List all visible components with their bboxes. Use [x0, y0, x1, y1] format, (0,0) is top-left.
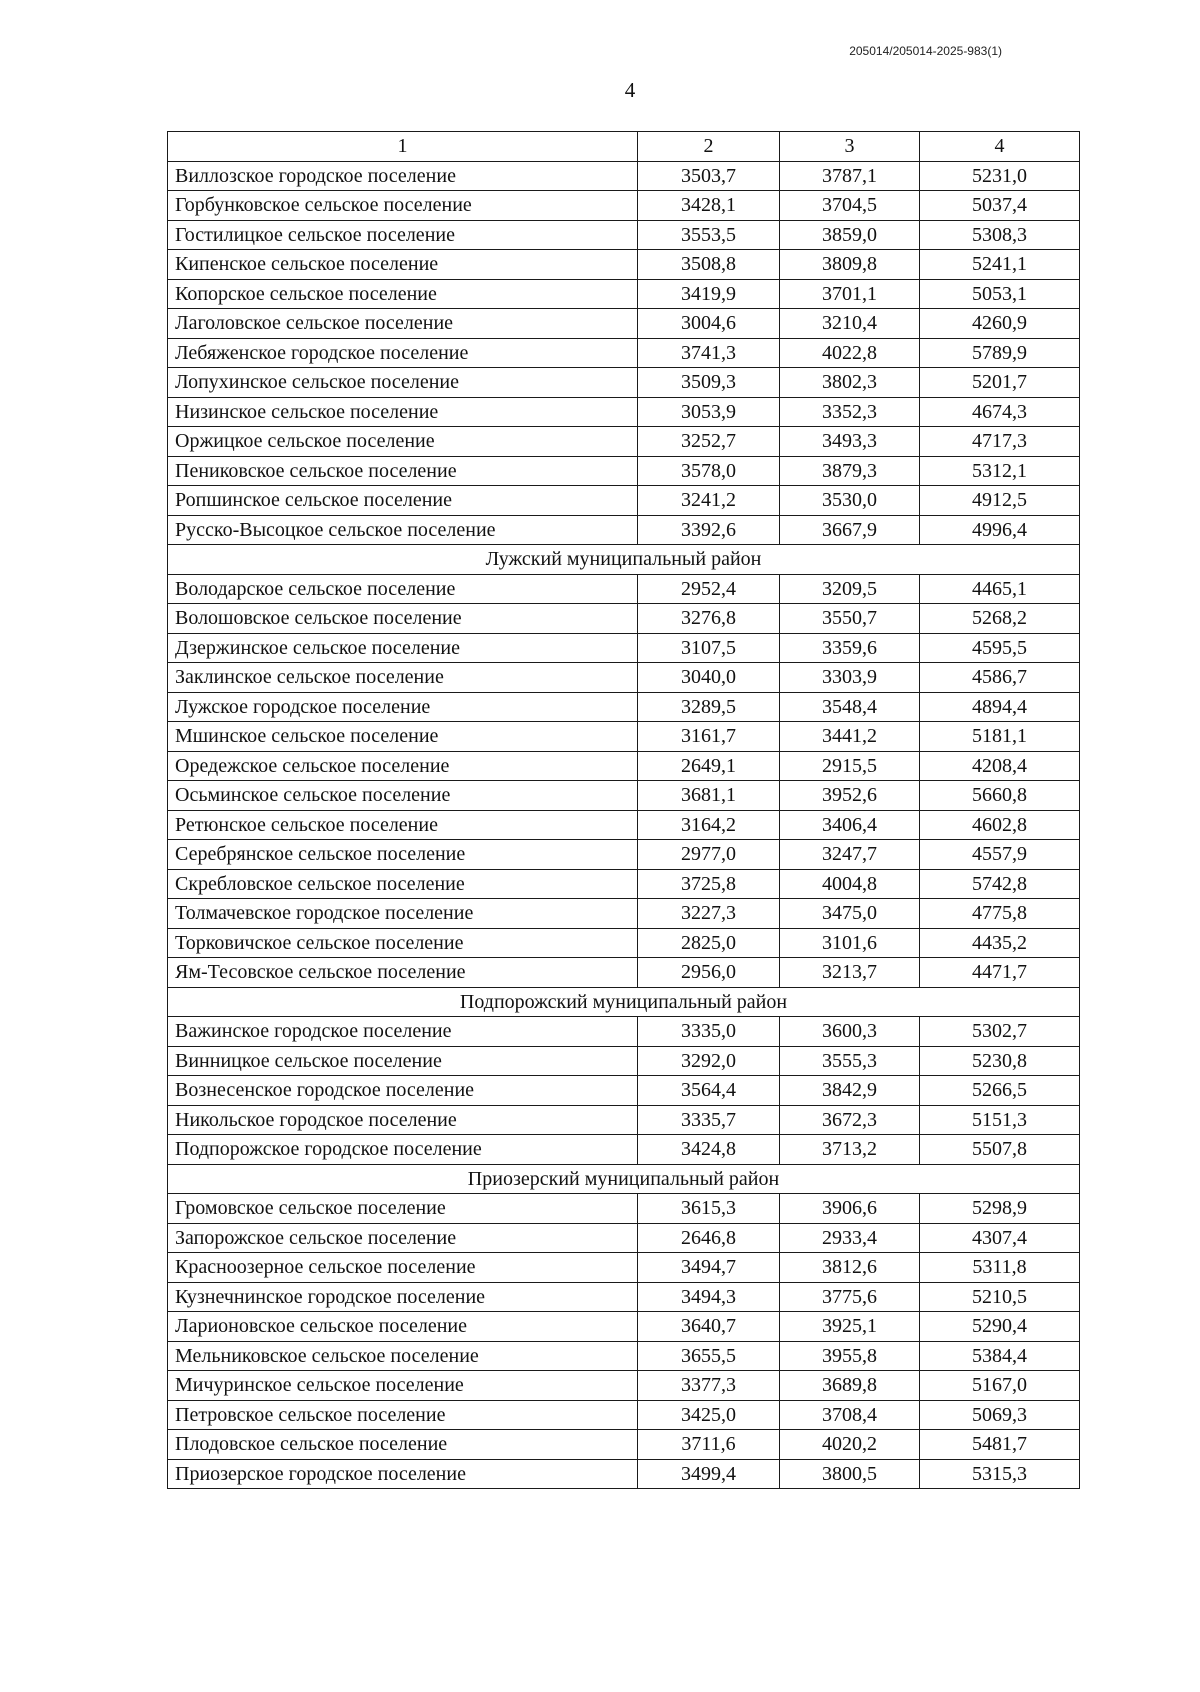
- table-row: [168, 958, 1080, 988]
- settlement-name: Оредежское сельское поселение: [168, 751, 638, 781]
- value-col-3: 3689,8: [780, 1371, 920, 1401]
- table-row: [168, 1105, 1080, 1135]
- table-row: [168, 722, 1080, 752]
- settlement-name: Скребловское сельское поселение: [168, 869, 638, 899]
- value-col-2: 3164,2: [638, 810, 780, 840]
- settlement-name: Лужское городское поселение: [168, 692, 638, 722]
- value-col-2: 3424,8: [638, 1135, 780, 1165]
- value-col-3: 2933,4: [780, 1223, 920, 1253]
- value-col-4: 4595,5: [920, 633, 1080, 663]
- value-col-3: 4004,8: [780, 869, 920, 899]
- settlement-name: Гостилицкое сельское поселение: [168, 220, 638, 250]
- value-col-2: 3004,6: [638, 309, 780, 339]
- value-col-3: 3925,1: [780, 1312, 920, 1342]
- region-header-row: [168, 987, 1080, 1017]
- value-col-3: 3101,6: [780, 928, 920, 958]
- table-row: [168, 1371, 1080, 1401]
- value-col-3: 3303,9: [780, 663, 920, 693]
- value-col-3: 3530,0: [780, 486, 920, 516]
- table-row: [168, 368, 1080, 398]
- value-col-4: 5507,8: [920, 1135, 1080, 1165]
- value-col-4: 5201,7: [920, 368, 1080, 398]
- value-col-2: 3161,7: [638, 722, 780, 752]
- value-col-3: 3787,1: [780, 161, 920, 191]
- value-col-4: 4260,9: [920, 309, 1080, 339]
- table-row: [168, 1135, 1080, 1165]
- table-row: [168, 220, 1080, 250]
- value-col-4: 5311,8: [920, 1253, 1080, 1283]
- table-row: [168, 1430, 1080, 1460]
- settlement-name: Лопухинское сельское поселение: [168, 368, 638, 398]
- table-row: [168, 309, 1080, 339]
- value-col-2: 2977,0: [638, 840, 780, 870]
- value-col-4: 5308,3: [920, 220, 1080, 250]
- table-row: [168, 1341, 1080, 1371]
- value-col-2: 3392,6: [638, 515, 780, 545]
- value-col-2: 3578,0: [638, 456, 780, 486]
- table-row: [168, 899, 1080, 929]
- value-col-4: 5302,7: [920, 1017, 1080, 1047]
- settlement-name: Приозерское городское поселение: [168, 1459, 638, 1489]
- value-col-3: 4020,2: [780, 1430, 920, 1460]
- value-col-2: 3499,4: [638, 1459, 780, 1489]
- value-col-3: 3906,6: [780, 1194, 920, 1224]
- settlement-name: Володарское сельское поселение: [168, 574, 638, 604]
- value-col-4: 5167,0: [920, 1371, 1080, 1401]
- value-col-4: 4674,3: [920, 397, 1080, 427]
- value-col-3: 3667,9: [780, 515, 920, 545]
- value-col-2: 3107,5: [638, 633, 780, 663]
- table-row: [168, 692, 1080, 722]
- value-col-2: 3640,7: [638, 1312, 780, 1342]
- value-col-2: 3681,1: [638, 781, 780, 811]
- value-col-3: 3247,7: [780, 840, 920, 870]
- column-header: 3: [780, 132, 920, 162]
- settlement-name: Осьминское сельское поселение: [168, 781, 638, 811]
- value-col-4: 5241,1: [920, 250, 1080, 280]
- value-col-4: 5151,3: [920, 1105, 1080, 1135]
- table-row: [168, 397, 1080, 427]
- table-row: [168, 427, 1080, 457]
- settlement-name: Плодовское сельское поселение: [168, 1430, 638, 1460]
- table-row: [168, 604, 1080, 634]
- page-number: 4: [624, 78, 636, 102]
- settlement-name: Ретюнское сельское поселение: [168, 810, 638, 840]
- table-row: [168, 456, 1080, 486]
- table-row: [168, 1076, 1080, 1106]
- value-col-4: 4307,4: [920, 1223, 1080, 1253]
- value-col-4: 5268,2: [920, 604, 1080, 634]
- settlement-name: Красноозерное сельское поселение: [168, 1253, 638, 1283]
- region-name: Подпорожский муниципальный район: [168, 987, 1080, 1017]
- settlement-name: Винницкое сельское поселение: [168, 1046, 638, 1076]
- settlement-name: Кузнечнинское городское поселение: [168, 1282, 638, 1312]
- value-col-4: 5789,9: [920, 338, 1080, 368]
- settlement-name: Подпорожское городское поселение: [168, 1135, 638, 1165]
- value-col-2: 3419,9: [638, 279, 780, 309]
- settlement-name: Оржицкое сельское поселение: [168, 427, 638, 457]
- value-col-4: 4557,9: [920, 840, 1080, 870]
- table-row: [168, 663, 1080, 693]
- value-col-2: 2825,0: [638, 928, 780, 958]
- value-col-4: 4586,7: [920, 663, 1080, 693]
- value-col-2: 3655,5: [638, 1341, 780, 1371]
- value-col-2: 3335,7: [638, 1105, 780, 1135]
- value-col-4: 5312,1: [920, 456, 1080, 486]
- value-col-3: 3812,6: [780, 1253, 920, 1283]
- value-col-3: 3879,3: [780, 456, 920, 486]
- table-row: [168, 191, 1080, 221]
- value-col-2: 3377,3: [638, 1371, 780, 1401]
- value-col-2: 3615,3: [638, 1194, 780, 1224]
- settlement-name: Лаголовское сельское поселение: [168, 309, 638, 339]
- table-row: [168, 1017, 1080, 1047]
- value-col-2: 3564,4: [638, 1076, 780, 1106]
- table-row: [168, 1046, 1080, 1076]
- value-col-4: 5231,0: [920, 161, 1080, 191]
- value-col-2: 3292,0: [638, 1046, 780, 1076]
- settlement-name: Толмачевское городское поселение: [168, 899, 638, 929]
- table-body: [168, 161, 1080, 1489]
- value-col-2: 2956,0: [638, 958, 780, 988]
- value-col-3: 2915,5: [780, 751, 920, 781]
- value-col-3: 3775,6: [780, 1282, 920, 1312]
- settlement-name: Пениковское сельское поселение: [168, 456, 638, 486]
- settlement-name: Копорское сельское поселение: [168, 279, 638, 309]
- value-col-2: 3553,5: [638, 220, 780, 250]
- table-row: [168, 279, 1080, 309]
- table-row: [168, 1223, 1080, 1253]
- table-row: [168, 840, 1080, 870]
- value-col-2: 3711,6: [638, 1430, 780, 1460]
- table-row: [168, 1459, 1080, 1489]
- settlement-name: Ларионовское сельское поселение: [168, 1312, 638, 1342]
- value-col-4: 4717,3: [920, 427, 1080, 457]
- value-col-4: 4208,4: [920, 751, 1080, 781]
- settlement-name: Никольское городское поселение: [168, 1105, 638, 1135]
- region-name: Лужский муниципальный район: [168, 545, 1080, 575]
- table-row: [168, 515, 1080, 545]
- value-col-4: 5660,8: [920, 781, 1080, 811]
- value-col-3: 3704,5: [780, 191, 920, 221]
- value-col-4: 5210,5: [920, 1282, 1080, 1312]
- settlement-name: Серебрянское сельское поселение: [168, 840, 638, 870]
- settlement-name: Важинское городское поселение: [168, 1017, 638, 1047]
- settlement-name: Громовское сельское поселение: [168, 1194, 638, 1224]
- value-col-2: 3494,7: [638, 1253, 780, 1283]
- value-col-2: 3241,2: [638, 486, 780, 516]
- table-row: [168, 869, 1080, 899]
- settlement-name: Торковичское сельское поселение: [168, 928, 638, 958]
- value-col-3: 3701,1: [780, 279, 920, 309]
- value-col-3: 3955,8: [780, 1341, 920, 1371]
- value-col-2: 3289,5: [638, 692, 780, 722]
- value-col-4: 4775,8: [920, 899, 1080, 929]
- table-row: [168, 250, 1080, 280]
- value-col-3: 3809,8: [780, 250, 920, 280]
- value-col-2: 3425,0: [638, 1400, 780, 1430]
- region-name: Приозерский муниципальный район: [168, 1164, 1080, 1194]
- value-col-2: 3509,3: [638, 368, 780, 398]
- value-col-4: 5298,9: [920, 1194, 1080, 1224]
- value-col-3: 3406,4: [780, 810, 920, 840]
- value-col-4: 4912,5: [920, 486, 1080, 516]
- table-row: [168, 574, 1080, 604]
- value-col-3: 3441,2: [780, 722, 920, 752]
- table-row: [168, 486, 1080, 516]
- value-col-2: 3276,8: [638, 604, 780, 634]
- value-col-4: 4471,7: [920, 958, 1080, 988]
- table-row: [168, 928, 1080, 958]
- settlement-name: Лебяженское городское поселение: [168, 338, 638, 368]
- table-row: [168, 1253, 1080, 1283]
- value-col-3: 3213,7: [780, 958, 920, 988]
- value-col-3: 3475,0: [780, 899, 920, 929]
- value-col-3: 3800,5: [780, 1459, 920, 1489]
- value-col-2: 3494,3: [638, 1282, 780, 1312]
- value-col-3: 3842,9: [780, 1076, 920, 1106]
- settlement-name: Мшинское сельское поселение: [168, 722, 638, 752]
- value-col-4: 5290,4: [920, 1312, 1080, 1342]
- value-col-2: 3252,7: [638, 427, 780, 457]
- value-col-3: 3555,3: [780, 1046, 920, 1076]
- value-col-4: 5230,8: [920, 1046, 1080, 1076]
- table-row: [168, 338, 1080, 368]
- value-col-2: 3335,0: [638, 1017, 780, 1047]
- value-col-4: 4602,8: [920, 810, 1080, 840]
- value-col-4: 4996,4: [920, 515, 1080, 545]
- table-row: [168, 1400, 1080, 1430]
- value-col-4: 5069,3: [920, 1400, 1080, 1430]
- data-table: [167, 131, 1080, 1489]
- column-header: 2: [638, 132, 780, 162]
- column-header: 4: [920, 132, 1080, 162]
- value-col-3: 3600,3: [780, 1017, 920, 1047]
- value-col-2: 3725,8: [638, 869, 780, 899]
- value-col-2: 3503,7: [638, 161, 780, 191]
- value-col-2: 2646,8: [638, 1223, 780, 1253]
- table-row: [168, 810, 1080, 840]
- value-col-3: 3352,3: [780, 397, 920, 427]
- value-col-4: 5037,4: [920, 191, 1080, 221]
- settlement-name: Заклинское сельское поселение: [168, 663, 638, 693]
- column-header: 1: [168, 132, 638, 162]
- value-col-3: 3548,4: [780, 692, 920, 722]
- region-header-row: [168, 545, 1080, 575]
- settlement-name: Вознесенское городское поселение: [168, 1076, 638, 1106]
- settlement-name: Волошовское сельское поселение: [168, 604, 638, 634]
- table-row: [168, 751, 1080, 781]
- value-col-2: 3428,1: [638, 191, 780, 221]
- table-row: [168, 1282, 1080, 1312]
- value-col-3: 3359,6: [780, 633, 920, 663]
- table-row: [168, 161, 1080, 191]
- value-col-3: 3713,2: [780, 1135, 920, 1165]
- settlement-name: Петровское сельское поселение: [168, 1400, 638, 1430]
- value-col-3: 3802,3: [780, 368, 920, 398]
- value-col-2: 3508,8: [638, 250, 780, 280]
- settlement-name: Мельниковское сельское поселение: [168, 1341, 638, 1371]
- settlement-name: Русско-Высоцкое сельское поселение: [168, 515, 638, 545]
- settlement-name: Виллозское городское поселение: [168, 161, 638, 191]
- value-col-4: 4435,2: [920, 928, 1080, 958]
- value-col-4: 5266,5: [920, 1076, 1080, 1106]
- value-col-4: 4894,4: [920, 692, 1080, 722]
- value-col-4: 4465,1: [920, 574, 1080, 604]
- value-col-3: 4022,8: [780, 338, 920, 368]
- table-row: [168, 781, 1080, 811]
- value-col-4: 5181,1: [920, 722, 1080, 752]
- value-col-2: 3040,0: [638, 663, 780, 693]
- table-row: [168, 633, 1080, 663]
- settlement-name: Дзержинское сельское поселение: [168, 633, 638, 663]
- value-col-2: 3741,3: [638, 338, 780, 368]
- settlement-name: Ропшинское сельское поселение: [168, 486, 638, 516]
- document-id: 205014/205014-2025-983(1): [849, 44, 1002, 58]
- value-col-3: 3859,0: [780, 220, 920, 250]
- value-col-3: 3550,7: [780, 604, 920, 634]
- settlement-name: Запорожское сельское поселение: [168, 1223, 638, 1253]
- settlement-name: Кипенское сельское поселение: [168, 250, 638, 280]
- region-header-row: [168, 1164, 1080, 1194]
- value-col-4: 5384,4: [920, 1341, 1080, 1371]
- settlement-name: Низинское сельское поселение: [168, 397, 638, 427]
- value-col-4: 5742,8: [920, 869, 1080, 899]
- value-col-2: 3053,9: [638, 397, 780, 427]
- settlement-name: Горбунковское сельское поселение: [168, 191, 638, 221]
- value-col-3: 3708,4: [780, 1400, 920, 1430]
- column-number-row: [168, 132, 1080, 162]
- table-row: [168, 1312, 1080, 1342]
- value-col-3: 3210,4: [780, 309, 920, 339]
- table-row: [168, 1194, 1080, 1224]
- value-col-3: 3952,6: [780, 781, 920, 811]
- value-col-4: 5053,1: [920, 279, 1080, 309]
- value-col-2: 2952,4: [638, 574, 780, 604]
- value-col-4: 5315,3: [920, 1459, 1080, 1489]
- value-col-4: 5481,7: [920, 1430, 1080, 1460]
- value-col-3: 3672,3: [780, 1105, 920, 1135]
- value-col-2: 3227,3: [638, 899, 780, 929]
- settlement-name: Ям-Тесовское сельское поселение: [168, 958, 638, 988]
- value-col-3: 3209,5: [780, 574, 920, 604]
- value-col-3: 3493,3: [780, 427, 920, 457]
- settlement-name: Мичуринское сельское поселение: [168, 1371, 638, 1401]
- value-col-2: 2649,1: [638, 751, 780, 781]
